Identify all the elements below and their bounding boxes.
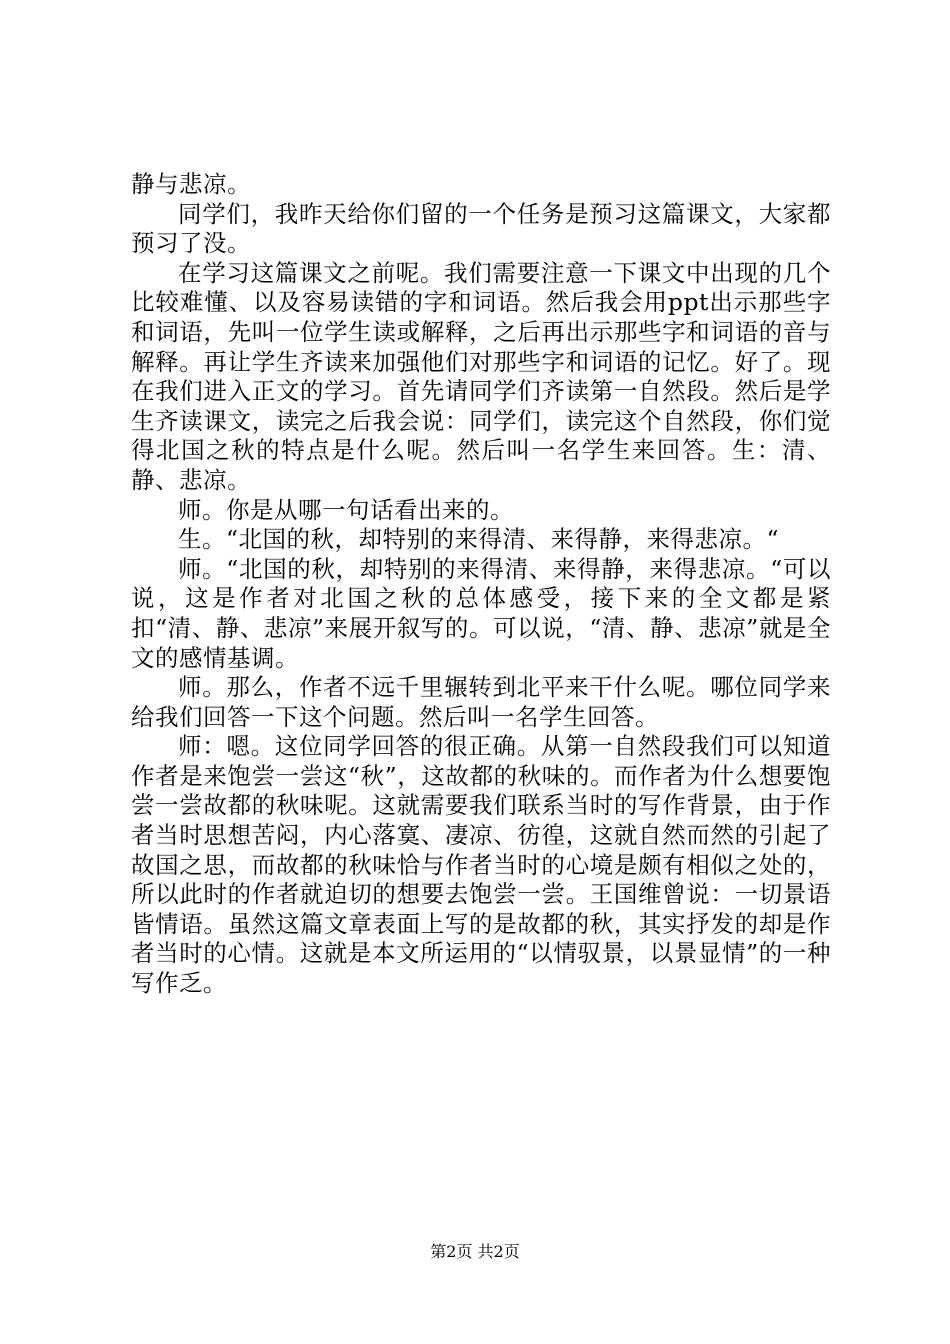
paragraph: 师：嗯。这位同学回答的很正确。从第一自然段我们可以知道作者是来饱尝一尝这“秋”，这故都的秋味的。而作者为什么想要饱尝一尝故都的秋味呢。这就需要我们联系当时的写作背景，由于作者当时思想苦闷，内心落寞、凄凉、彷徨，这就自然而然的引起了故国之思，而故都的秋味恰与作者当时的心境是颇有相似之处的，所以此时的作者就迫切的想要去饱尝一尝。王国维曾说：一切景语皆情语。虽然这篇文章表面上写的是故都的秋，其实抒发的却是作者当时的心情。这就是本文所运用的“以情驭景，以景显情”的一种写作乏。: [131, 732, 831, 998]
paragraph: 在学习这篇课文之前呢。我们需要注意一下课文中出现的几个比较难懂、以及容易读错的字和词语。然后我会用ppt出示那些字和词语，先叫一位学生读或解释，之后再出示那些字和词语的音与解释。再让学生齐读来加强他们对那些字和词语的记忆。好了。现在我们进入正文的学习。首先请同学们齐读第一自然段。然后是学生齐读课文，读完之后我会说：同学们，读完这个自然段，你们觉得北国之秋的特点是什么呢。然后叫一名学生来回答。生：清、静、悲凉。: [131, 258, 831, 494]
paragraph: 师。“北国的秋，却特别的来得清、来得静，来得悲凉。“可以说，这是作者对北国之秋的总体感受，接下来的全文都是紧扣“清、静、悲凉”来展开叙写的。可以说，“清、静、悲凉”就是全文的感情基调。: [131, 554, 831, 672]
paragraph: 师。那么，作者不远千里辗转到北平来干什么呢。哪位同学来给我们回答一下这个问题。然后叫一名学生回答。: [131, 673, 831, 731]
paragraph: 同学们，我昨天给你们留的一个任务是预习这篇课文，大家都预习了没。: [131, 199, 831, 258]
document-body: [131, 170, 831, 999]
page-number-footer: 第2页 共2页: [430, 1242, 520, 1261]
paragraph: 生。“北国的秋，却特别的来得清、来得静，来得悲凉。“: [178, 525, 780, 554]
paragraph-continuation: 静与悲凉。: [131, 170, 251, 198]
paragraph: 师。你是从哪一句话看出来的。: [178, 495, 514, 524]
